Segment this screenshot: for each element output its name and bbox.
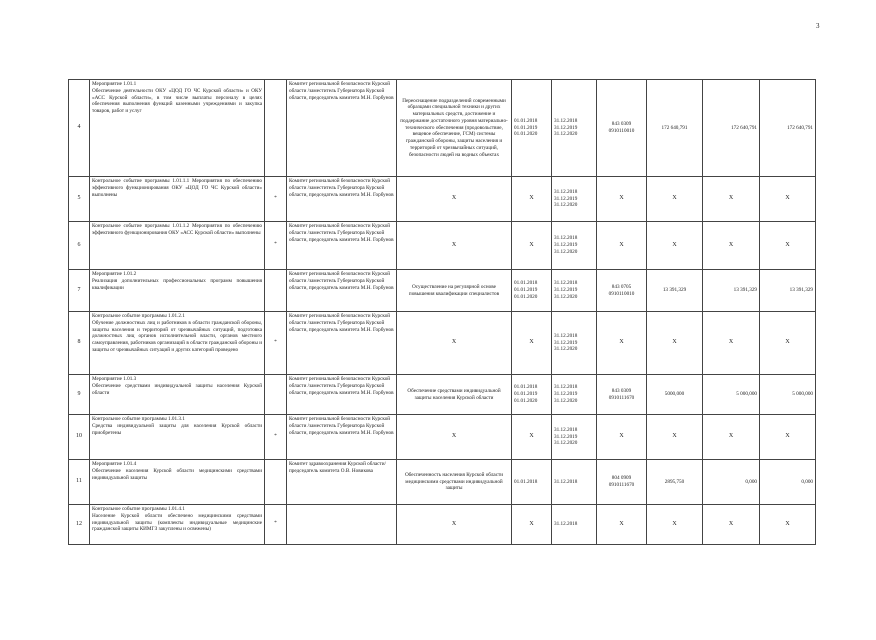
amount-2018-cell: 5000,000 (647, 375, 703, 415)
row-number: 7 (69, 270, 90, 312)
marker-cell (265, 270, 287, 312)
amount-2018-cell: 13 391,329 (647, 270, 703, 312)
amount-2019-cell: X (703, 415, 760, 460)
start-date-cell: X (512, 505, 552, 545)
amount-2018-cell: X (647, 415, 703, 460)
result-cell: Переоснащение подразделений современными образцами специальной техники и других материальных средств, достижение и поддержание достаточного уровня материально-технического обеспечения (продовольствие, вещевое обеспечение, ГСМ) системы гражданской обороны, защиты населения и территорий от чрезвычайных ситуаций, безопасности людей на водных объектах (397, 80, 512, 177)
table-row (69, 505, 816, 545)
end-date-cell: 31.12.2018 31.12.2019 31.12.2020 (552, 415, 597, 460)
start-date-cell: 01.01.2018 01.01.2019 01.01.2020 (512, 270, 552, 312)
executor-cell: Комитет региональной безопасности Курской области /заместитель Губернатора Курской области, председатель комитета М.Н. Горбунов (287, 270, 397, 312)
budget-code-cell: 843 0309 0910110010 (597, 80, 647, 177)
table-row (69, 312, 816, 375)
page-number: 3 (816, 22, 820, 30)
marker-cell: * (265, 505, 287, 545)
amount-2019-cell: X (703, 505, 760, 545)
amount-2020-cell: 0,000 (760, 460, 816, 505)
action-plan-table (68, 79, 816, 545)
end-date-cell: 31.12.2018 31.12.2019 31.12.2020 (552, 80, 597, 177)
executor-cell: Комитет региональной безопасности Курской области /заместитель Губернатора Курской области, председатель комитета М.Н. Горбунов (287, 222, 397, 270)
row-number: 12 (69, 505, 90, 545)
marker-cell (265, 80, 287, 177)
row-number: 10 (69, 415, 90, 460)
start-date-cell: X (512, 222, 552, 270)
amount-2020-cell: X (760, 177, 816, 222)
row-number: 6 (69, 222, 90, 270)
row-number: 9 (69, 375, 90, 415)
table-row (69, 415, 816, 460)
activity-cell: Контрольное событие программы 1.01.2.1 Обучение должностных лиц и работников в области гражданской обороны, защиты населения и территорий от чрезвычайных ситуаций, подготовка должностных лиц органов исполнительной власти, органов местного самоуправления, работников организаций в области гражданской обороны и защиты от чрезвычайных ситуаций и других категорий проведено (90, 312, 265, 375)
activity-cell: Мероприятие 1.01.2 Реализация дополнительных профессиональных программ повышения квалификации (90, 270, 265, 312)
end-date-cell: 31.12.2018 (552, 505, 597, 545)
amount-2020-cell: X (760, 222, 816, 270)
budget-code-cell: 804 0909 0910111670 (597, 460, 647, 505)
row-number: 8 (69, 312, 90, 375)
executor-cell: Комитет региональной безопасности Курской области /заместитель Губернатора Курской области, председатель комитета М.Н. Горбунов (287, 415, 397, 460)
result-cell: Осуществление на регулярной основе повышения квалификации специалистов (397, 270, 512, 312)
marker-cell (265, 375, 287, 415)
amount-2019-cell: X (703, 312, 760, 375)
executor-cell: Комитет региональной безопасности Курской области /заместитель Губернатора Курской области, председатель комитета М.Н. Горбунов (287, 375, 397, 415)
end-date-cell: 31.12.2018 31.12.2019 31.12.2020 (552, 270, 597, 312)
amount-2018-cell: 2895,750 (647, 460, 703, 505)
activity-cell: Мероприятие 1.01.1 Обеспечение деятельности ОКУ «ЦОД ГО ЧС Курской области» и ОКУ «АСС Курской области», в том числе выплаты персоналу в целях обеспечения выполнения функций казенными учреждениями и закупка товаров, работ и услуг (90, 80, 265, 177)
marker-cell: * (265, 222, 287, 270)
amount-2019-cell: X (703, 222, 760, 270)
row-number: 4 (69, 80, 90, 177)
amount-2018-cell: 172 640,791 (647, 80, 703, 177)
table-row (69, 375, 816, 415)
amount-2020-cell: 172 640,791 (760, 80, 816, 177)
budget-code-cell: X (597, 505, 647, 545)
amount-2019-cell: 13 391,329 (703, 270, 760, 312)
result-cell: Обеспечение средствами индивидуальной защиты населения Курской области (397, 375, 512, 415)
budget-code-cell: X (597, 312, 647, 375)
marker-cell: * (265, 415, 287, 460)
result-cell: X (397, 415, 512, 460)
budget-code-cell: X (597, 415, 647, 460)
executor-cell: Комитет здравоохранения Курской области/ председатель комитета О.В. Новикова (287, 460, 397, 505)
end-date-cell: 31.12.2018 31.12.2019 31.12.2020 (552, 312, 597, 375)
marker-cell (265, 460, 287, 505)
activity-cell: Мероприятие 1.01.4 Обеспечение населения Курской области медицинскими средствами индивидуальной защиты (90, 460, 265, 505)
amount-2019-cell: 5 000,000 (703, 375, 760, 415)
amount-2018-cell: X (647, 312, 703, 375)
table-row (69, 80, 816, 177)
start-date-cell: X (512, 415, 552, 460)
row-number: 11 (69, 460, 90, 505)
budget-code-cell: X (597, 222, 647, 270)
marker-cell: * (265, 312, 287, 375)
end-date-cell: 31.12.2018 (552, 460, 597, 505)
end-date-cell: 31.12.2018 31.12.2019 31.12.2020 (552, 375, 597, 415)
activity-cell: Контрольное событие программы 1.01.4.1 Население Курской области обеспечено медицинскими средствами индивидуальной защиты (комплекты индивидуальные медицинские гражданской защиты КИМГЗ закуплены и освежены) (90, 505, 265, 545)
activity-cell: Контрольное событие программы 1.01.1.2 Мероприятия по обеспечению эффективного функционирования ОКУ «АСС Курской области» выполнены (90, 222, 265, 270)
start-date-cell: X (512, 312, 552, 375)
start-date-cell: 01.01.2018 01.01.2019 01.01.2020 (512, 375, 552, 415)
table-row (69, 460, 816, 505)
amount-2020-cell: 13 391,329 (760, 270, 816, 312)
executor-cell: Комитет региональной безопасности Курской области /заместитель Губернатора Курской области, председатель комитета М.Н. Горбунов (287, 177, 397, 222)
end-date-cell: 31.12.2018 31.12.2019 31.12.2020 (552, 222, 597, 270)
result-cell: Обеспеченность населения Курской области медицинскими средствами индивидуальной защиты (397, 460, 512, 505)
executor-cell: Комитет региональной безопасности Курской области /заместитель Губернатора Курской области, председатель комитета М.Н. Горбунов (287, 312, 397, 375)
table-row (69, 222, 816, 270)
activity-cell: Контрольное событие программы 1.01.3.1 Средства индивидуальной защиты для населения Курской области приобретены (90, 415, 265, 460)
table-row (69, 177, 816, 222)
end-date-cell: 31.12.2018 31.12.2019 31.12.2020 (552, 177, 597, 222)
start-date-cell: X (512, 177, 552, 222)
amount-2020-cell: 5 000,000 (760, 375, 816, 415)
marker-cell: * (265, 177, 287, 222)
budget-code-cell: 843 0705 0910110010 (597, 270, 647, 312)
result-cell: X (397, 505, 512, 545)
result-cell: X (397, 177, 512, 222)
amount-2018-cell: X (647, 505, 703, 545)
activity-cell: Мероприятие 1.01.3 Обеспечение средствами индивидуальной защиты населения Курской области (90, 375, 265, 415)
amount-2018-cell: X (647, 222, 703, 270)
start-date-cell: 01.01.2018 (512, 460, 552, 505)
amount-2018-cell: X (647, 177, 703, 222)
amount-2020-cell: X (760, 312, 816, 375)
budget-code-cell: X (597, 177, 647, 222)
activity-cell: Контрольное событие программы 1.01.1.1 Мероприятия по обеспечению эффективного функционирования ОКУ «ЦОД ГО ЧС Курской области» выполнены (90, 177, 265, 222)
start-date-cell: 01.01.2018 01.01.2019 01.01.2020 (512, 80, 552, 177)
amount-2020-cell: X (760, 415, 816, 460)
executor-cell (287, 505, 397, 545)
budget-code-cell: 843 0309 0910111670 (597, 375, 647, 415)
amount-2019-cell: 0,000 (703, 460, 760, 505)
result-cell: X (397, 222, 512, 270)
table-row (69, 270, 816, 312)
amount-2019-cell: 172 640,791 (703, 80, 760, 177)
amount-2020-cell: X (760, 505, 816, 545)
result-cell: X (397, 312, 512, 375)
row-number: 5 (69, 177, 90, 222)
executor-cell: Комитет региональной безопасности Курской области /заместитель Губернатора Курской области, председатель комитета М.Н. Горбунов (287, 80, 397, 177)
amount-2019-cell: X (703, 177, 760, 222)
